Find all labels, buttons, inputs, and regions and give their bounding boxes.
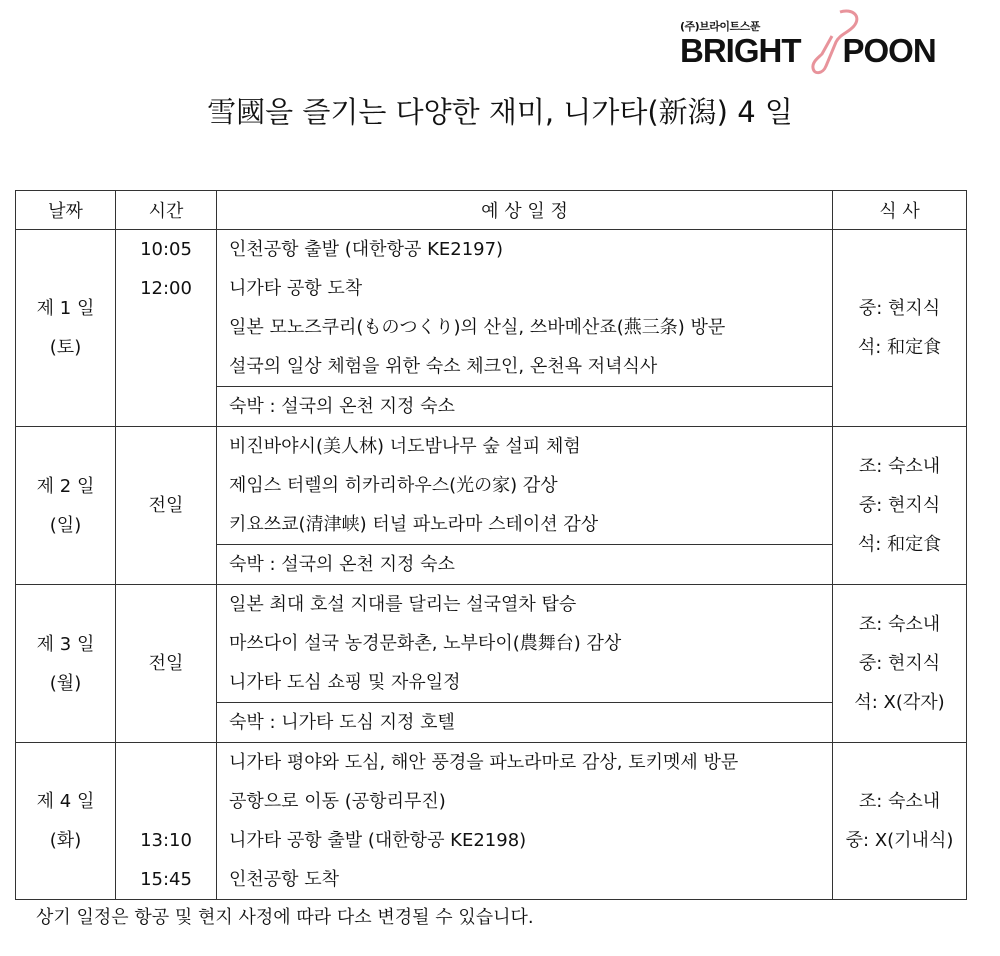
header-time: 시간 [116, 191, 217, 230]
day-2-weekday: (일) [49, 514, 82, 536]
stay-text: 숙박 : 설국의 온천 지정 숙소 [229, 554, 455, 575]
meal-item: 석: X(각자) [854, 692, 945, 713]
table-header-row [16, 191, 967, 230]
day-4-schedule [217, 743, 833, 900]
day-1-label: 제 1 일 [36, 298, 95, 319]
day-2-meals [833, 427, 967, 585]
day-1-stay [217, 387, 833, 427]
day-1-date [16, 230, 116, 427]
day-3-time-text: 전일 [148, 653, 184, 674]
day-2-time [116, 427, 217, 585]
list-item: 키요쓰쿄(清津峡) 터널 파노라마 스테이션 감상 [229, 514, 599, 535]
list-item: 제임스 터렐의 히카리하우스(光の家) 감상 [229, 475, 558, 496]
list-item: 설국의 일상 체험을 위한 숙소 체크인, 온천욕 저녁식사 [229, 356, 658, 377]
day-2-stay [217, 545, 833, 585]
day-4-meals [833, 743, 967, 900]
day-4-time [116, 743, 217, 900]
day-4-date [16, 743, 116, 900]
meal-item: 중: 현지식 [858, 298, 941, 319]
list-item: 니가타 공항 도착 [229, 278, 363, 299]
day-3-schedule [217, 585, 833, 703]
header-schedule: 예 상 일 정 [217, 191, 833, 230]
meal-item: 조: 숙소내 [858, 614, 941, 635]
day-2-row [16, 427, 967, 545]
day-4-time-depart: 13:10 [140, 830, 192, 851]
stay-text: 숙박 : 니가타 도심 지정 호텔 [229, 712, 455, 733]
day-1-meals [833, 230, 967, 427]
brand-logo [680, 8, 942, 78]
day-3-meals [833, 585, 967, 743]
day-4-row [16, 743, 967, 900]
list-item: 니가타 공항 출발 (대한항공 KE2198) [229, 830, 527, 851]
meal-item: 석: 和定食 [857, 337, 942, 358]
itinerary-table [15, 190, 967, 900]
logo-company-name: (주)브라이트스푼 [680, 20, 760, 33]
day-1-row [16, 230, 967, 387]
list-item: 공항으로 이동 (공항리무진) [229, 791, 446, 812]
stay-text: 숙박 : 설국의 온천 지정 숙소 [229, 396, 455, 417]
day-3-label: 제 3 일 [36, 633, 95, 655]
logo-word-left: BRIGHT [680, 32, 801, 69]
meal-item: 중: X(기내식) [845, 830, 954, 851]
day-1-time-arrive: 12:00 [140, 278, 192, 299]
day-2-time-text: 전일 [148, 495, 184, 516]
day-1-time [116, 230, 217, 427]
day-4-weekday: (화) [49, 830, 82, 851]
header-meal: 식 사 [833, 191, 967, 230]
day-1-schedule [217, 230, 833, 387]
day-1-time-depart: 10:05 [140, 239, 192, 260]
spoon-icon [792, 8, 872, 78]
list-item: 일본 최대 호설 지대를 달리는 설국열차 탑승 [229, 594, 577, 615]
day-3-stay [217, 703, 833, 743]
list-item: 마쓰다이 설국 농경문화촌, 노부타이(農舞台) 감상 [229, 633, 622, 654]
list-item: 비진바야시(美人林) 너도밤나무 숲 설피 체험 [229, 436, 581, 457]
footnote: 상기 일정은 항공 및 현지 사정에 따라 다소 변경될 수 있습니다. [36, 907, 534, 928]
day-3-row [16, 585, 967, 703]
list-item: 니가타 평야와 도심, 해안 풍경을 파노라마로 감상, 토키멧세 방문 [229, 752, 739, 773]
list-item: 니가타 도심 쇼핑 및 자유일정 [229, 672, 461, 693]
meal-item: 중: 현지식 [858, 653, 941, 674]
header-date: 날짜 [16, 191, 116, 230]
day-3-time [116, 585, 217, 743]
meal-item: 중: 현지식 [858, 495, 941, 516]
list-item: 인천공항 출발 (대한항공 KE2197) [229, 239, 504, 260]
meal-item: 석: 和定食 [857, 534, 942, 555]
day-1-weekday: (토) [49, 337, 82, 358]
logo-word-right: POON [842, 32, 936, 69]
day-4-time-arrive: 15:45 [140, 869, 192, 890]
list-item: 일본 모노즈쿠리(ものつくり)의 산실, 쓰바메산죠(燕三条) 방문 [229, 317, 726, 338]
day-4-label: 제 4 일 [36, 791, 95, 812]
day-3-date [16, 585, 116, 743]
day-2-schedule [217, 427, 833, 545]
page-title: 雪國을 즐기는 다양한 재미, 니가타(新潟) 4 일 [207, 95, 793, 129]
day-2-label: 제 2 일 [36, 475, 95, 497]
list-item: 인천공항 도착 [229, 869, 340, 890]
meal-item: 조: 숙소내 [858, 791, 941, 812]
day-3-weekday: (월) [49, 672, 82, 694]
meal-item: 조: 숙소내 [858, 456, 941, 477]
day-2-date [16, 427, 116, 585]
